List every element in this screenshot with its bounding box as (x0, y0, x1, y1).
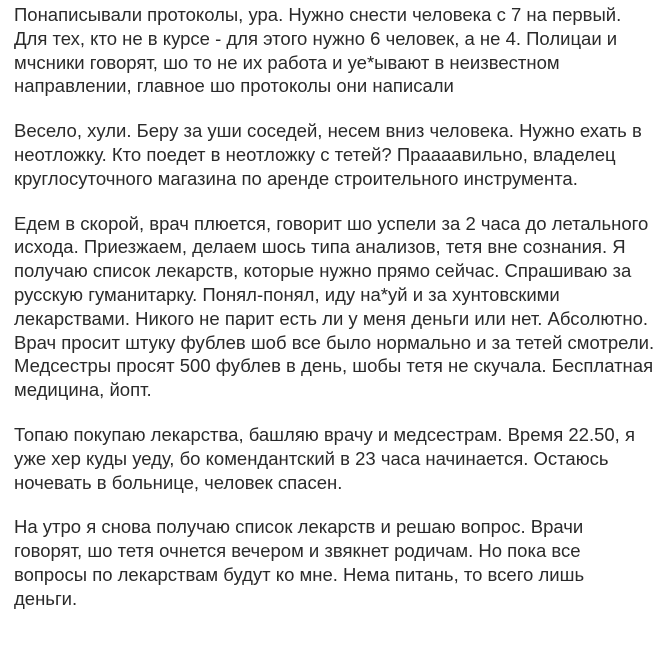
text-line: получаю список лекарств, которые нужно прямо сейчас. Спрашиваю за (14, 260, 632, 282)
text-line: уже хер куды уеду, бо комендантский в 23 часа начинается. Остаюсь (14, 447, 609, 469)
text-line: Весело, хули. Беру за уши соседей, несем вниз человека. Нужно ехать в (14, 120, 642, 142)
text-line: вопросы по лекарствам будут ко мне. Нема питань, то всего лишь (14, 563, 585, 585)
text-line: говорят, шо тетя очнется вечером и звякнет родичам. Но пока все (14, 540, 581, 562)
paragraph-5 (14, 515, 662, 610)
text-line: русскую гуманитарку. Понял-понял, иду на*уй и за хунтовскими (14, 283, 560, 305)
text-line: лекарствами. Никого не парит есть ли у меня деньги или нет. Абсолютно. (14, 307, 649, 329)
text-line: медицина, йопт. (14, 379, 152, 401)
text-line: неотложку. Кто поедет в неотложку с тетей? Праааавильно, владелец (14, 143, 616, 165)
text-line: ночевать в больнице, человек спасен. (14, 471, 343, 493)
text-line: исхода. Приезжаем, делаем шось типа анализов, тетя вне сознания. Я (14, 236, 626, 258)
text-line: Едем в скорой, врач плюется, говорит шо успели за 2 часа до летального (14, 212, 649, 234)
text-line: направлении, главное шо протоколы они написали (14, 75, 454, 97)
post-text (14, 3, 662, 611)
paragraph-3 (14, 212, 662, 402)
text-line: На утро я снова получаю список лекарств и решаю вопрос. Врачи (14, 516, 584, 538)
text-line: деньги. (14, 587, 78, 609)
text-line: Врач просит штуку фублев шоб все было нормально и за тетей смотрели. (14, 331, 655, 353)
text-line: круглосуточного магазина по аренде строительного инструмента. (14, 167, 578, 189)
text-line: Понаписывали протоколы, ура. Нужно снести человека с 7 на первый. (14, 4, 622, 25)
paragraph-4 (14, 423, 662, 494)
text-line: Топаю покупаю лекарства, башляю врачу и медсестрам. Время 22.50, я (14, 423, 635, 445)
text-line: Для тех, кто не в курсе - для этого нужно 6 человек, а не 4. Полицаи и (14, 27, 618, 49)
paragraph-2 (14, 119, 662, 190)
text-line: мчсники говорят, шо то не их работа и уе*ывают в неизвестном (14, 51, 560, 73)
text-line: Медсестры просят 500 фублев в день, шобы тетя не скучала. Бесплатная (14, 355, 654, 377)
paragraph-1 (14, 3, 662, 98)
